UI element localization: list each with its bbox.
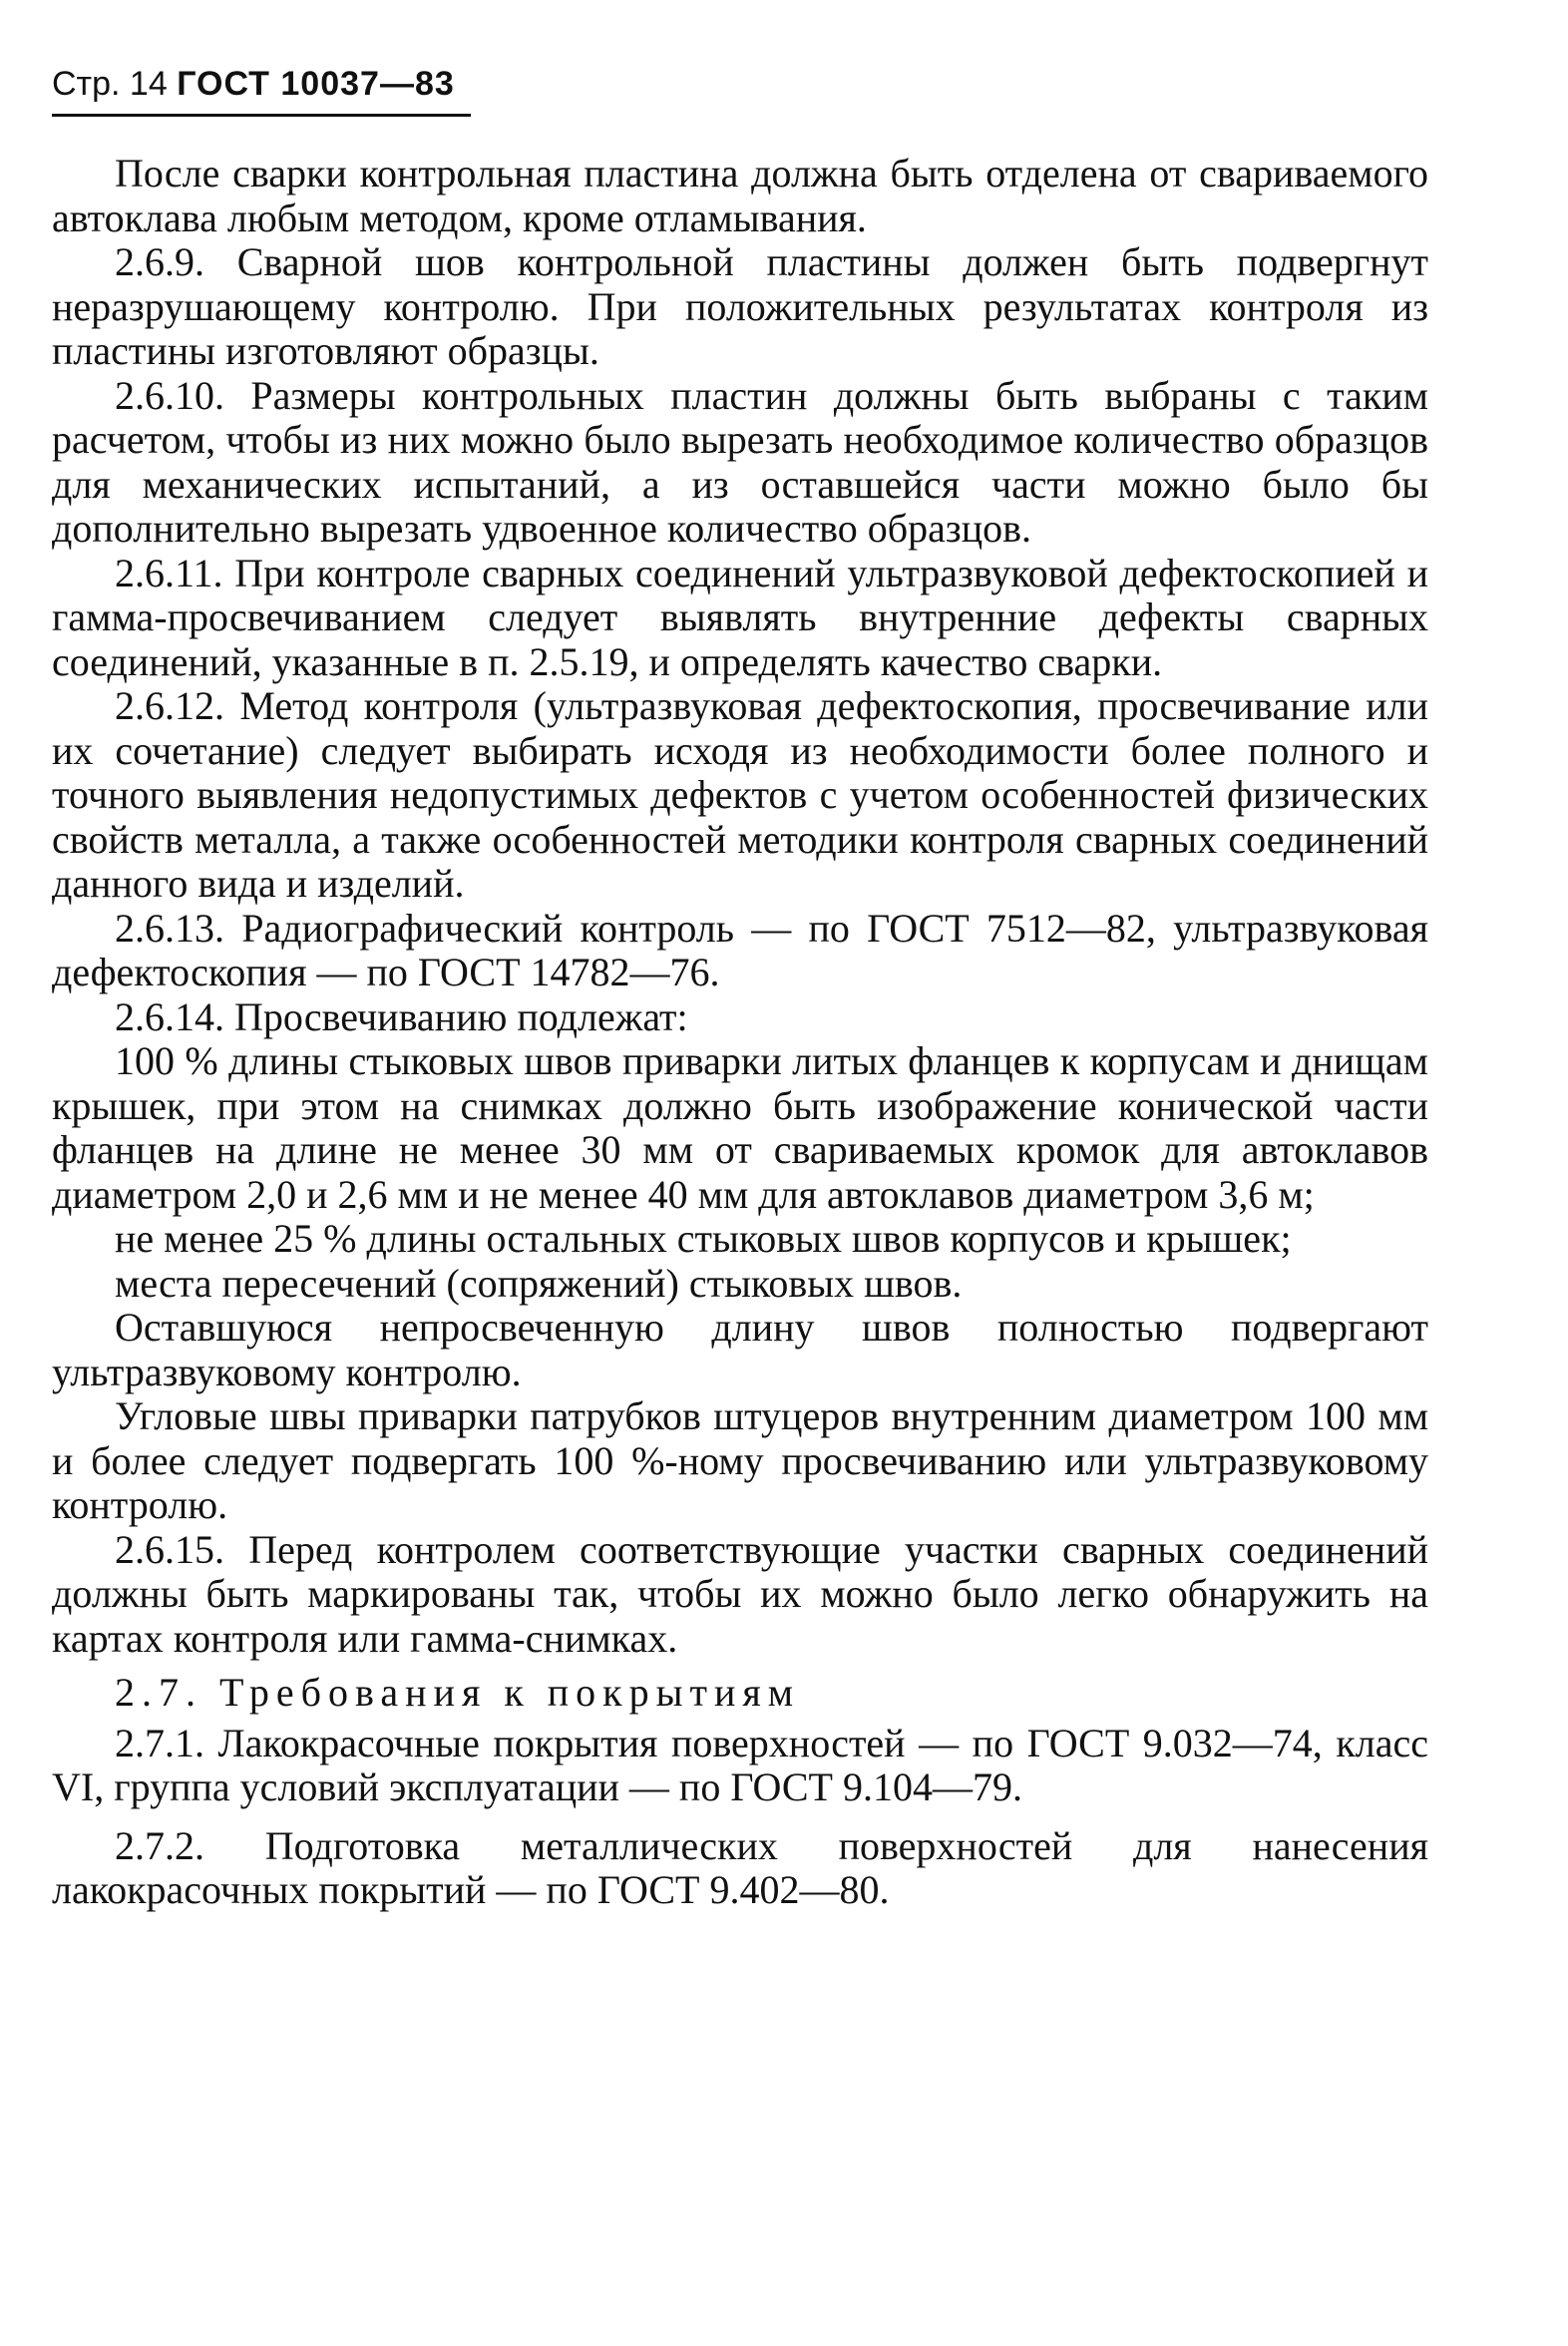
paragraph-ultrasonic-remainder: Оставшуюся непросвеченную длину швов полностью подвергают ультразвуковому контролю. xyxy=(52,1305,1428,1394)
paragraph-separation: После сварки контрольная пластина должна быть отделена от свариваемого автоклава любым методом, кроме отламывания. xyxy=(52,151,1428,240)
paragraph-2-6-10: 2.6.10. Размеры контрольных пластин должны быть выбраны с таким расчетом, чтобы из них можно было вырезать необходимое количество образцов для механических испытаний, а из оставшейся части можно было бы дополнительно вырезать удвоенное количество образцов. xyxy=(52,372,1428,551)
list-item-butt-welds: не менее 25 % длины остальных стыковых швов корпусов и крышек; xyxy=(115,1216,1292,1261)
header-rule xyxy=(52,114,471,117)
list-item-flanges: 100 % длины стыковых швов приварки литых фланцев к корпусам и днищам крышек, при этом на снимках должно быть изображение конической части фланцев на длине не менее 30 мм от свариваемых кромок для автоклавов диаметром 2,0 и 2,6 мм и не менее 40 мм для автоклавов диаметром 3,6 м; xyxy=(52,1038,1428,1217)
paragraph-2-7-1: 2.7.1. Лакокрасочные покрытия поверхностей — по ГОСТ 9.032—74, класс VI, группа условий эксплуатации — по ГОСТ 9.104—79. xyxy=(52,1720,1428,1809)
list-item-intersections: места пересечений (сопряжений) стыковых швов. xyxy=(115,1260,963,1306)
paragraph-2-7-2: 2.7.2. Подготовка металлических поверхностей для нанесения лакокрасочных покрытий — по ГОСТ 9.402—80. xyxy=(52,1822,1428,1912)
page-header xyxy=(52,62,481,106)
paragraph-2-6-13: 2.6.13. Радиографический контроль — по ГОСТ 7512—82, ультразвуковая дефектоскопия — по ГОСТ 14782—76. xyxy=(52,905,1428,994)
paragraph-2-6-11: 2.6.11. При контроле сварных соединений ультразвуковой дефектоскопией и гамма-просвечиванием следует выявлять внутренние дефекты сварных соединений, указанные в п. 2.5.19, и определять качество сварки. xyxy=(52,550,1428,684)
paragraph-2-6-14: 2.6.14. Просвечиванию подлежат: xyxy=(115,993,688,1039)
paragraph-fillet-welds: Угловые швы приварки патрубков штуцеров внутренним диаметром 100 мм и более следует подвергать 100 %-ному просвечиванию или ультразвуковому контролю. xyxy=(52,1393,1428,1527)
page-number-label: Стр. 14 xyxy=(52,65,168,103)
paragraph-2-6-9: 2.6.9. Сварной шов контрольной пластины должен быть подвергнут неразрушающему контролю. При положительных результатах контроля из пластины изготовляют образцы. xyxy=(52,239,1428,373)
paragraph-2-6-15: 2.6.15. Перед контролем соответствующие участки сварных соединений должны быть маркированы так, чтобы их можно было легко обнаружить на картах контроля или гамма-снимках. xyxy=(52,1526,1428,1661)
document-body xyxy=(52,152,1428,1913)
standard-number: ГОСТ 10037—83 xyxy=(177,65,455,103)
paragraph-2-6-12: 2.6.12. Метод контроля (ультразвуковая дефектоскопия, просвечивание или их сочетание) следует выбирать исходя из необходимости более полного и точного выявления недопустимых дефектов с учетом особенностей физических свойств металла, а также особенностей методики контроля сварных соединений данного вида и изделий. xyxy=(52,683,1428,906)
section-title: 2.7. Требования к покрытиям xyxy=(115,1670,801,1715)
